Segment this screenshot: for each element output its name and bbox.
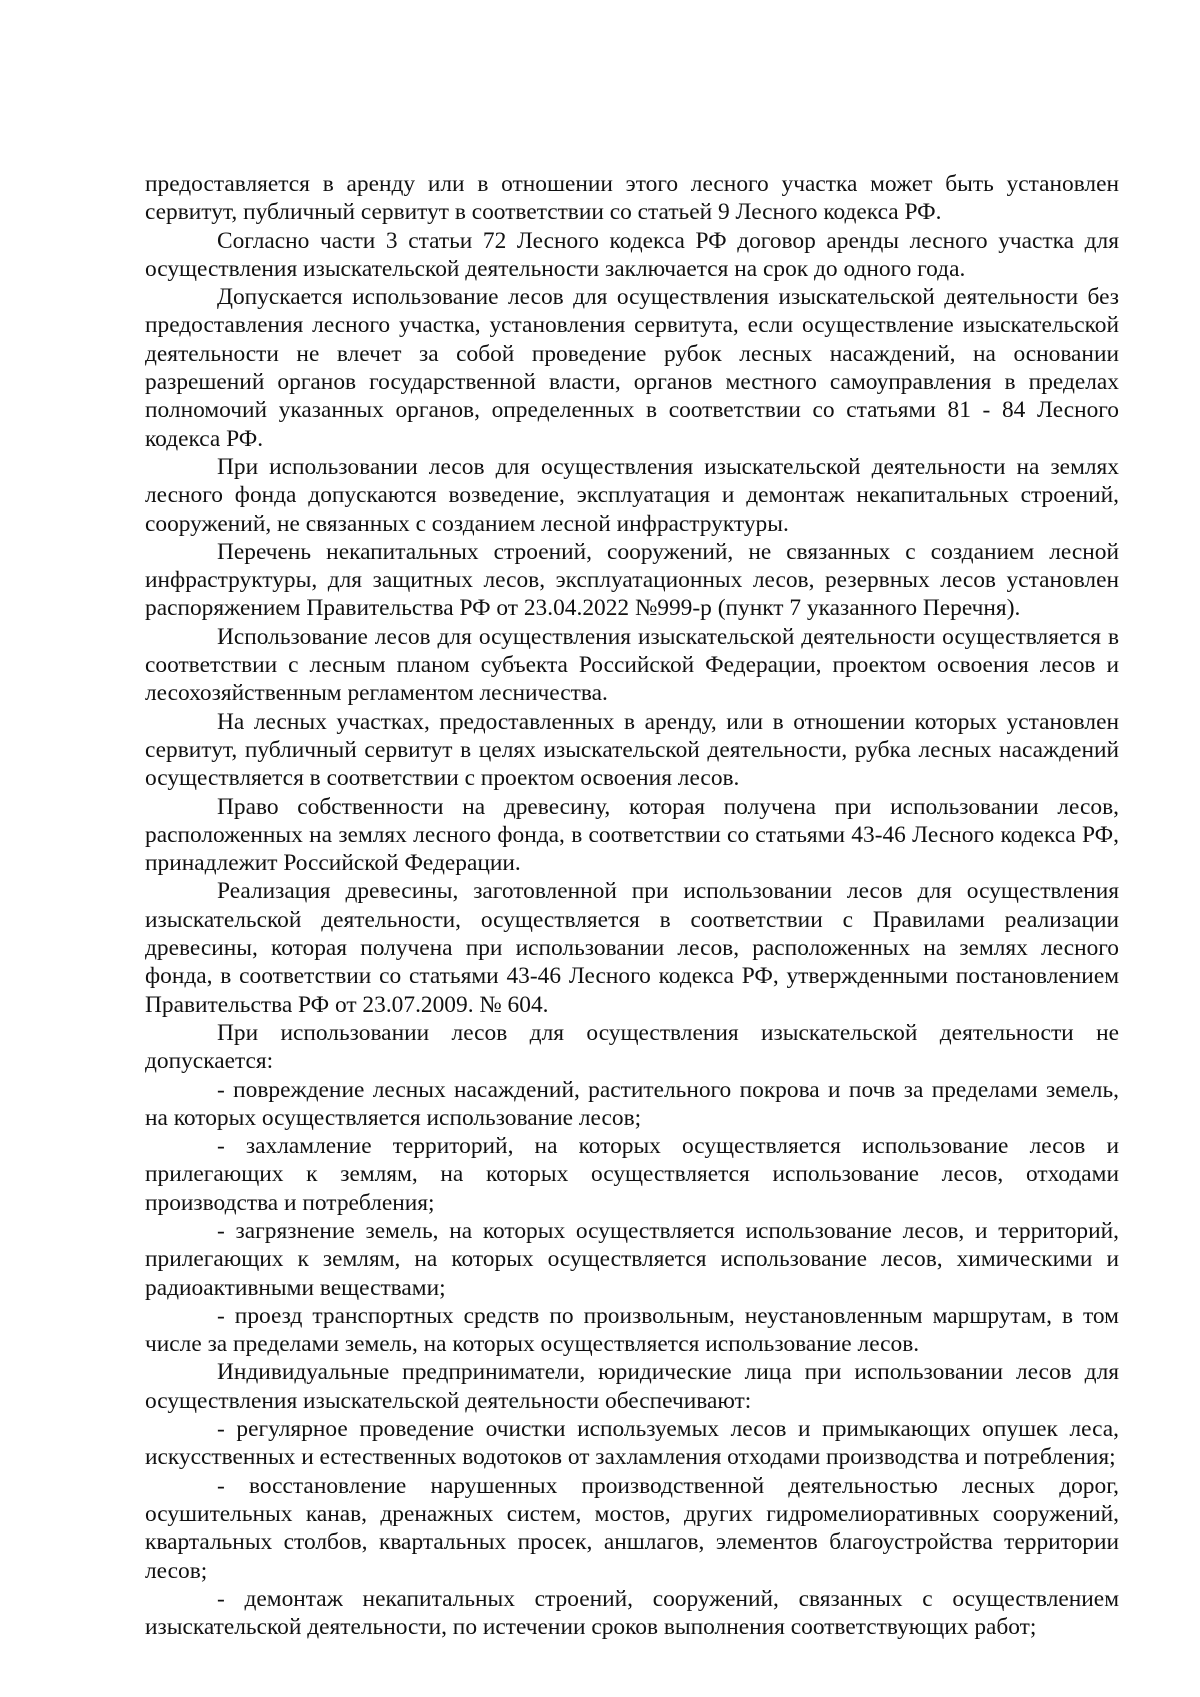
paragraph-forest-plan: Использование лесов для осуществления изыскательской деятельности осуществляется в соответствии с лесным планом субъекта Российской Федерации, проектом освоения лесов и лесохозяйственным регламентом лесничества. <box>145 623 1119 707</box>
document-page <box>145 170 1119 1641</box>
list-item-vehicle-passage: - проезд транспортных средств по произвольным, неустановленным маршрутам, в том числе за пределами земель, на которых осуществляется использование лесов. <box>145 1302 1119 1358</box>
paragraph-prohibited-intro: При использовании лесов для осуществления изыскательской деятельности не допускается: <box>145 1019 1119 1075</box>
paragraph-wood-sale: Реализация древесины, заготовленной при использовании лесов для осуществления изыскательской деятельности, осуществляется в соответствии с Правилами реализации древесины, которая получена при использовании лесов, расположенных на землях лесного фонда, в соответствии со статьями 43-46 Лесного кодекса РФ, утвержденными постановлением Правительства РФ от 23.07.2009. № 604. <box>145 878 1119 1018</box>
paragraph-felling: На лесных участках, предоставленных в аренду, или в отношении которых установлен сервитут, публичный сервитут в целях изыскательской деятельности, рубка лесных насаждений осуществляется в соответствии с проектом освоения лесов. <box>145 708 1119 792</box>
paragraph-wood-ownership: Право собственности на древесину, которая получена при использовании лесов, расположенных на землях лесного фонда, в соответствии со статьями 43-46 Лесного кодекса РФ, принадлежит Российской Федерации. <box>145 793 1119 877</box>
paragraph-continuation: предоставляется в аренду или в отношении этого лесного участка может быть установлен сервитут, публичный сервитут в соответствии со статьей 9 Лесного кодекса РФ. <box>145 171 1119 226</box>
paragraph-obligations-intro: Индивидуальные предприниматели, юридические лица при использовании лесов для осуществления изыскательской деятельности обеспечивают: <box>145 1359 1119 1414</box>
paragraph-lease-term: Согласно части 3 статьи 72 Лесного кодекса РФ договор аренды лесного участка для осуществления изыскательской деятельности заключается на срок до одного года. <box>145 227 1119 282</box>
list-item-restoration: - восстановление нарушенных производственной деятельностью лесных дорог, осушительных канав, дренажных систем, мостов, других гидромелиоративных сооружений, квартальных столбов, квартальных просек, аншлагов, элементов благоустройства территории лесов; <box>145 1472 1119 1584</box>
list-item-damage: - повреждение лесных насаждений, растительного покрова и почв за пределами земель, на которых осуществляется использование лесов; <box>145 1076 1119 1131</box>
list-item-dismantling: - демонтаж некапитальных строений, сооружений, связанных с осуществлением изыскательской деятельности, по истечении сроков выполнения соответствующих работ; <box>145 1585 1119 1641</box>
paragraph-structures-list: Перечень некапитальных строений, сооружений, не связанных с созданием лесной инфраструктуры, для защитных лесов, эксплуатационных лесов, резервных лесов установлен распоряжением Правительства РФ от 23.04.2022 №999-р (пункт 7 указанного Перечня). <box>145 538 1119 622</box>
paragraph-use-without-plot: Допускается использование лесов для осуществления изыскательской деятельности без предоставления лесного участка, установления сервитута, если осуществление изыскательской деятельности не влечет за собой проведение рубок лесных насаждений, на основании разрешений органов государственной власти, органов местного самоуправления в пределах полномочий указанных органов, определенных в соответствии со статьями 81 - 84 Лесного кодекса РФ. <box>145 284 1119 452</box>
paragraph-temporary-structures: При использовании лесов для осуществления изыскательской деятельности на землях лесного фонда допускаются возведение, эксплуатация и демонтаж некапитальных строений, сооружений, не связанных с созданием лесной инфраструктуры. <box>145 453 1119 537</box>
list-item-pollution: - загрязнение земель, на которых осуществляется использование лесов, и территорий, прилегающих к землям, на которых осуществляется использование лесов, химическими и радиоактивными веществами; <box>145 1217 1119 1301</box>
list-item-cleaning: - регулярное проведение очистки используемых лесов и примыкающих опушек леса, искусственных и естественных водотоков от захламления отходами производства и потребления; <box>145 1416 1119 1471</box>
list-item-littering: - захламление территорий, на которых осуществляется использование лесов и прилегающих к землям, на которых осуществляется использование лесов, отходами производства и потребления; <box>145 1133 1119 1216</box>
